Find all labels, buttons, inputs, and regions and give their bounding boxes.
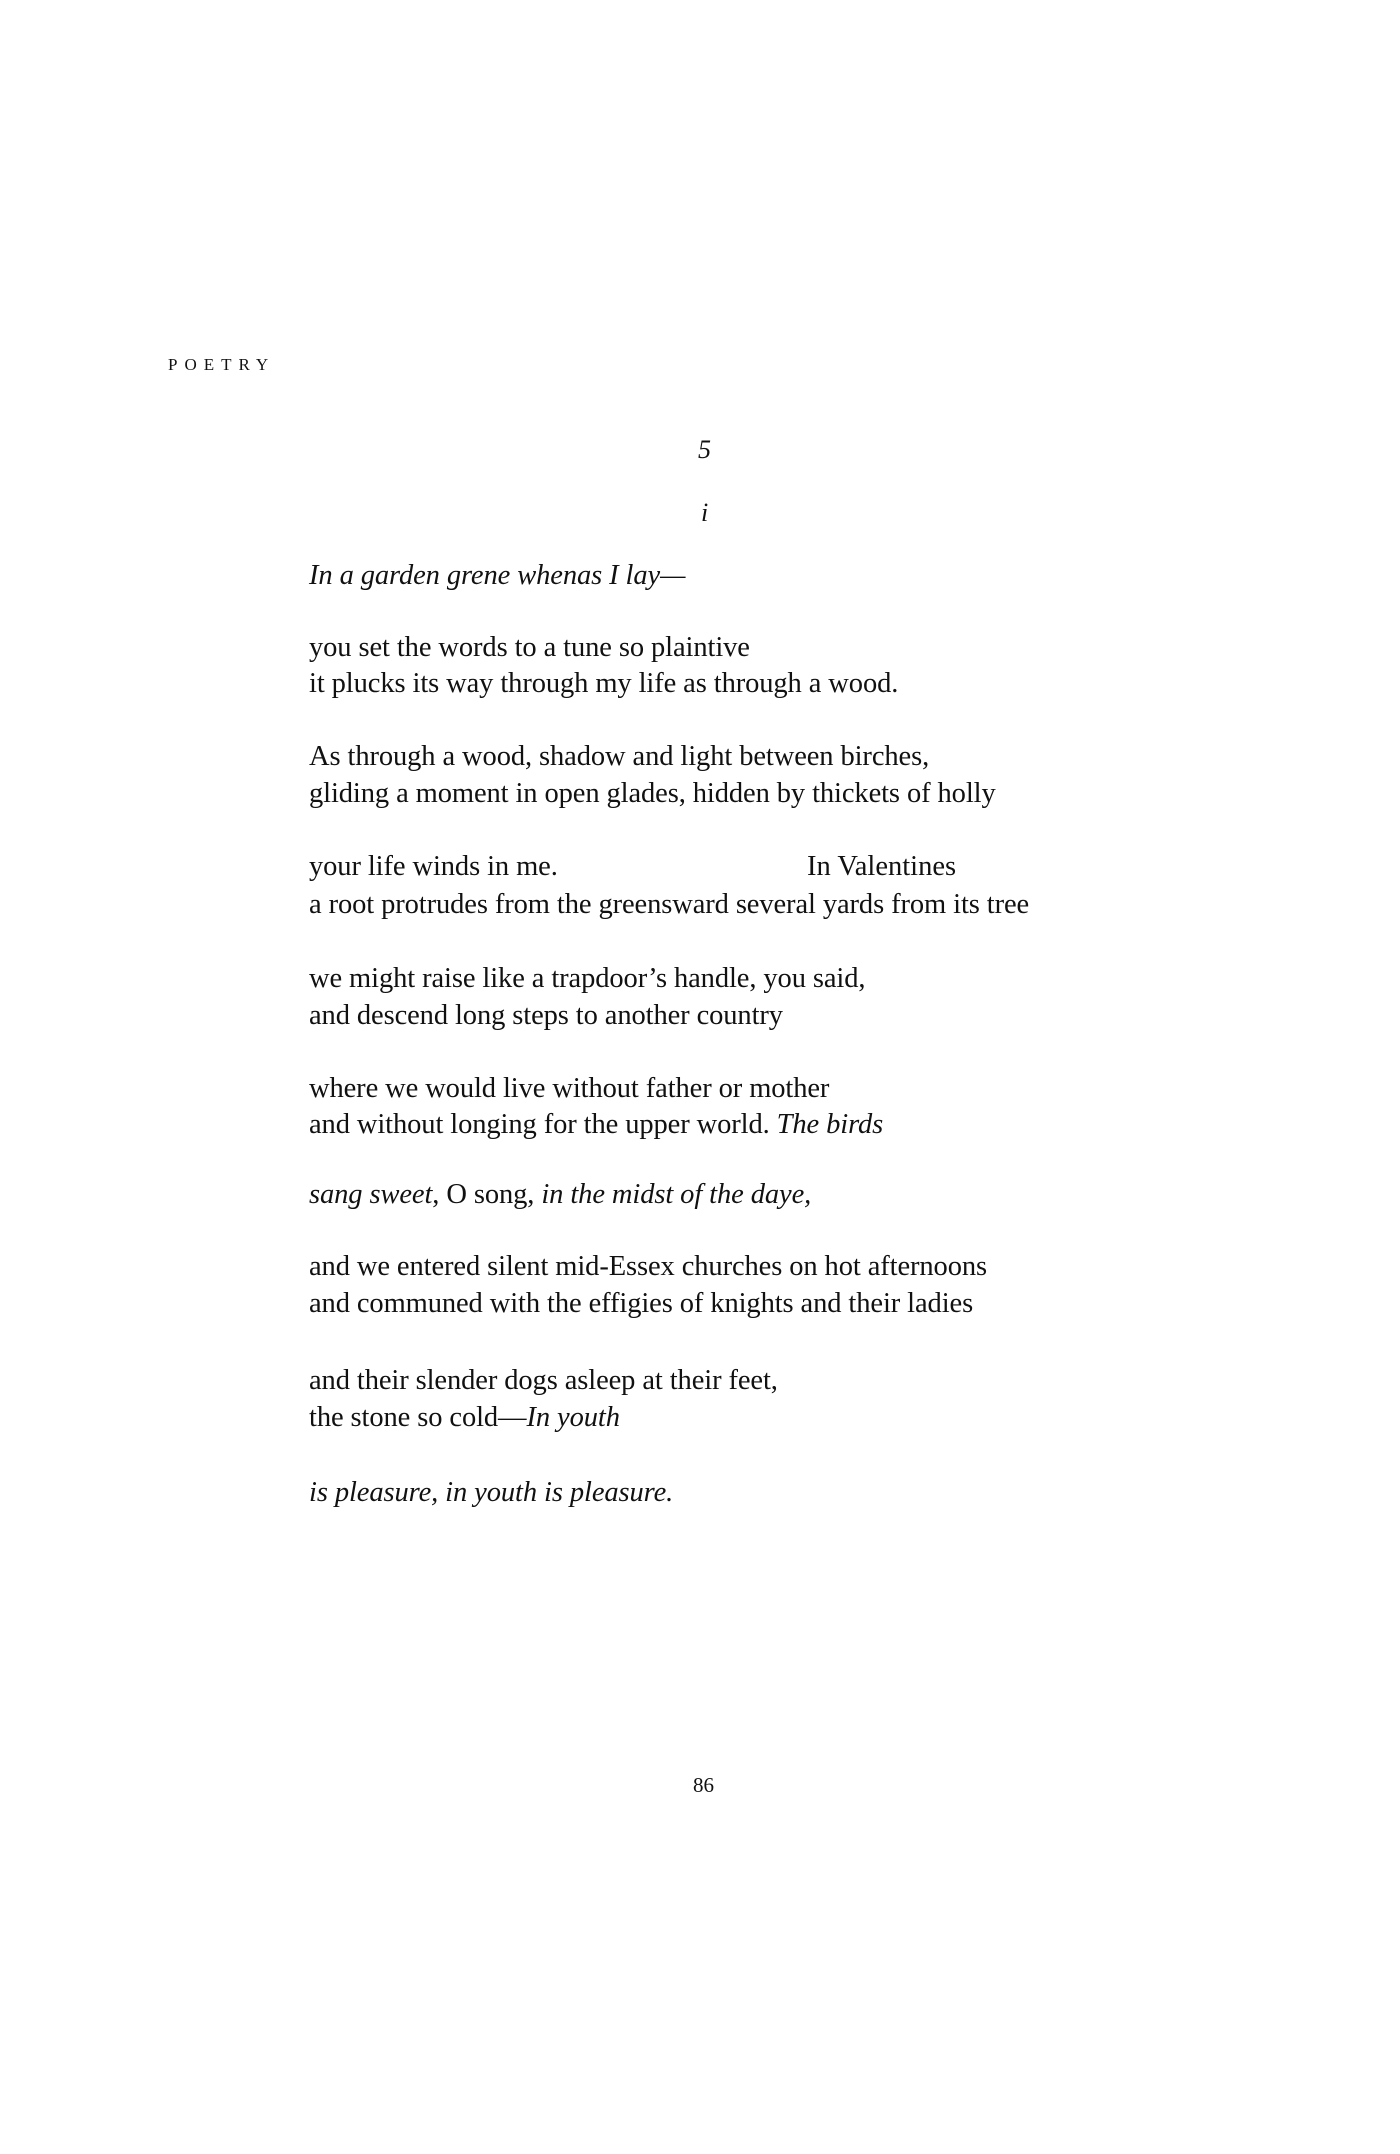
line-text: and we entered silent mid-Essex churches on hot afternoons	[309, 1251, 987, 1282]
line-text: gliding a moment in open glades, hidden by thickets of holly	[309, 778, 996, 809]
poem-line	[309, 1111, 883, 1140]
line-text: , O song,	[432, 1179, 542, 1210]
running-head: POETRY	[168, 355, 276, 374]
line-text: it plucks its way through my life as through a wood.	[309, 668, 899, 699]
line-text: we might raise like a trapdoor’s handle, you said,	[309, 963, 866, 994]
line-text: and their slender dogs asleep at their feet,	[309, 1365, 778, 1396]
line-text: the stone so cold—	[309, 1402, 527, 1433]
poem-line	[309, 1290, 973, 1319]
poem-line	[309, 670, 898, 699]
italic-quotation: is pleasure, in youth is pleasure.	[309, 1477, 674, 1508]
poem-line	[309, 1404, 620, 1433]
poem-line	[309, 1253, 987, 1282]
poem-line	[309, 780, 996, 809]
italic-quotation: In a garden grene whenas I lay—	[309, 560, 686, 591]
line-text: As through a wood, shadow and light between birches,	[309, 741, 930, 772]
poem-line	[309, 1367, 778, 1396]
poem-line	[309, 634, 750, 663]
indented-phrase: In Valentines	[807, 851, 957, 882]
line-text: and descend long steps to another country	[309, 1000, 783, 1031]
line-text: where we would live without father or mother	[309, 1073, 830, 1104]
line-text: you set the words to a tune so plaintive	[309, 632, 750, 663]
poem-line	[309, 1479, 673, 1508]
line-text: and without longing for the upper world.	[309, 1109, 777, 1140]
poem-line	[309, 853, 558, 882]
italic-quotation: In youth	[526, 1402, 620, 1433]
subsection-number: i	[701, 498, 709, 527]
poem-line	[309, 965, 865, 994]
line-text: and communed with the effigies of knights and their ladies	[309, 1288, 974, 1319]
italic-quotation: The birds	[776, 1109, 884, 1140]
poem-line	[309, 743, 929, 772]
italic-quotation: sang sweet	[309, 1179, 433, 1210]
poem-line	[309, 562, 685, 591]
poem-line	[309, 891, 1029, 920]
italic-quotation: in the midst of the daye,	[541, 1179, 812, 1210]
poem-line	[309, 1002, 783, 1031]
line-text: a root protrudes from the greensward several yards from its tree	[309, 889, 1030, 920]
page-number: 86	[693, 1773, 714, 1797]
line-text: your life winds in me.	[309, 851, 558, 882]
poem-line	[309, 1075, 829, 1104]
poem-line	[309, 1181, 811, 1210]
section-number: 5	[698, 435, 711, 464]
